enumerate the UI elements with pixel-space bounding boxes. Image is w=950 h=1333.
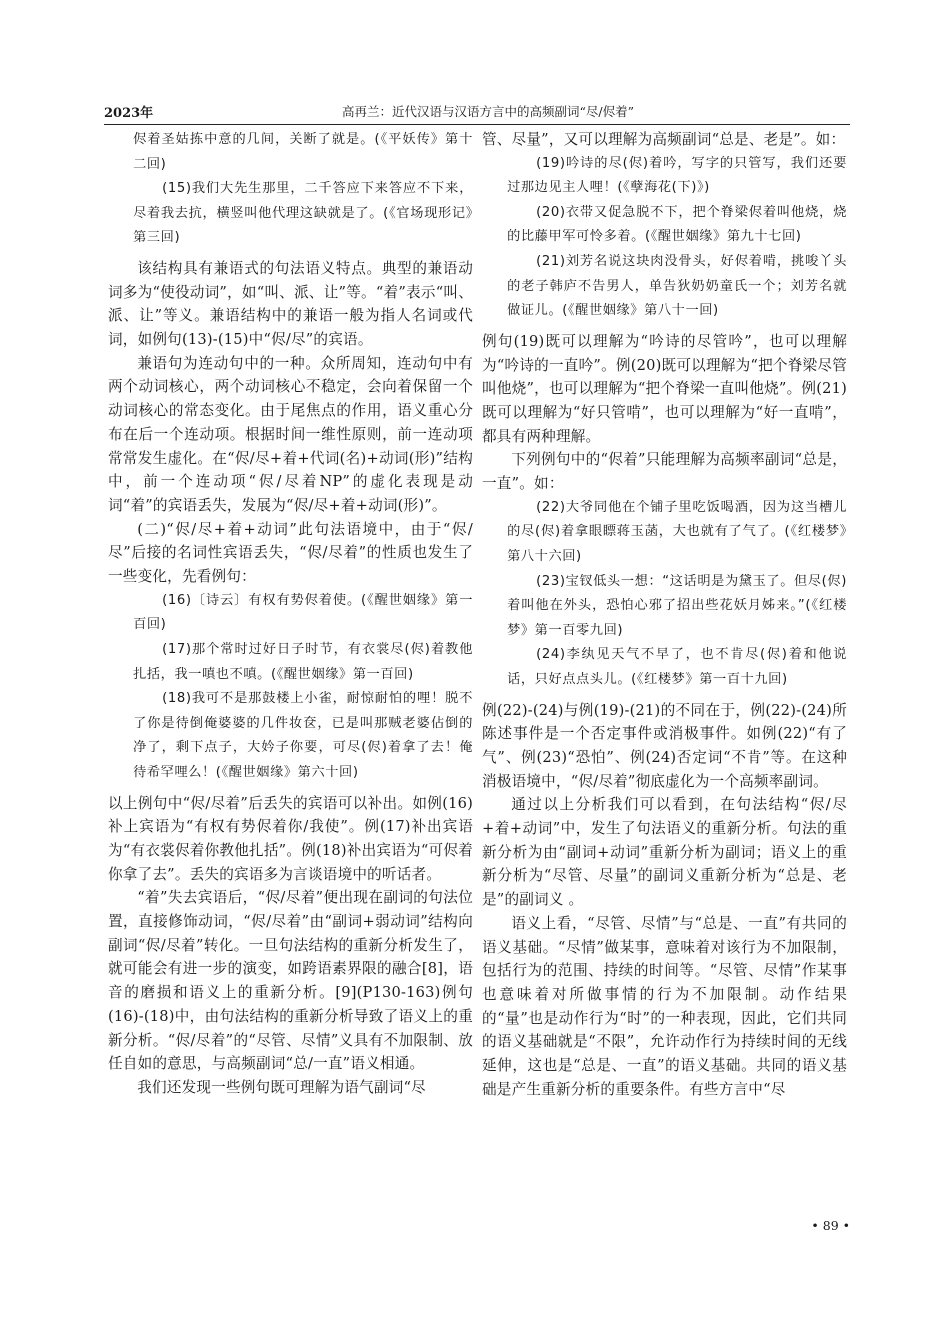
example-sentence: 侭着圣姑拣中意的几间，关断了就是。(《平妖传》第十二回) bbox=[133, 132, 473, 172]
body-paragraph: 该结构具有兼语式的句法语义特点。典型的兼语动词多为“使役动词”，如“叫、派、让”等。“着”表示“叫、派、让”等义。兼语结构中的兼语一般为指人名词或代词，如例句(13)-(15)中“侭/尽”的宾语。 bbox=[108, 259, 473, 349]
left-column bbox=[108, 128, 473, 1218]
example-sentence: (20)衣带又促急脱不下，把个脊梁侭着叫他烧，烧的比藤甲军可怜多着。(《醒世姻缘》第九十七回) bbox=[507, 204, 847, 245]
body-paragraph: 通过以上分析我们可以看到，在句法结构“侭/尽+着+动词”中，发生了句法语义的重新分析。句法的重新分析为由“副词+动词”重新分析为副词；语义上的重新分析为“尽管、尽量”的副词义重新分析为“总是、老是”的副词义 。 bbox=[482, 796, 847, 909]
body-paragraph: “着”失去宾语后，“侭/尽着”便出现在副词的句法位置，直接修饰动词，“侭/尽着”由“副词+弱动词”结构向副词“侭/尽着”转化。一旦句法结构的重新分析发生了，就可能会有进一步的演变，如跨语素界限的融合[8]，语音的磨损和语义上的重新分析。[9](P130-163)例句(16)-(18)中，由句法结构的重新分析导致了语义上的重新分析。“侭/尽着”的“尽管、尽情”义具有不加限制、放任自如的意思，与高频副词“总/一直”语义相通。 bbox=[108, 889, 473, 1073]
right-column bbox=[482, 128, 847, 1218]
example-sentence: (23)宝钗低头一想：“这话明是为黛玉了。但尽(侭)着叫他在外头，恐怕心邪了招出些花妖月姊来。”(《红楼梦》第一百零九回) bbox=[507, 573, 847, 638]
body-paragraph: 下列例句中的“侭着”只能理解为高频率副词“总是，一直”。如： bbox=[482, 451, 847, 493]
body-paragraph: 以上例句中“侭/尽着”后丢失的宾语可以补出。如例(16)补上宾语为“有权有势侭着你/我使”。例(17)补出宾语为“有衣裳侭着你教他扎括”。例(18)补出宾语为“可侭着你拿了去”。丢失的宾语多为言谈语境中的听话者。 bbox=[108, 794, 473, 883]
body-paragraph: 管、尽量”，又可以理解为高频副词“总是、老是”。如： bbox=[482, 131, 846, 148]
header-rule bbox=[104, 124, 850, 125]
example-sentence: (18)我可不是那鼓楼上小雀，耐惊耐怕的哩！脱不了你是待倒俺婆婆的几件妆奁，已是叫那贼老婆佔倒的净了，剩下点子，大妗子你要，可尽(侭)着拿了去！俺待希罕哩么！(《醒世姻缘》第六十回) bbox=[133, 691, 473, 780]
page-number: • 89 • bbox=[811, 1218, 850, 1233]
example-sentence: (17)那个常时过好日子时节，有衣裳尽(侭)着教他扎括，我一嗔也不嗔。(《醒世姻缘》第一百回) bbox=[133, 642, 473, 682]
body-paragraph: 兼语句为连动句中的一种。众所周知，连动句中有两个动词核心，两个动词核心不稳定，会向着保留一个动词核心的常态变化。由于尾焦点的作用，语义重心分布在后一个连动项。根据时间一维性原则，前一连动项常常发生虚化。在“侭/尽+着+代词(名)+动词(形)”结构中，前一个连动项“侭/尽着NP”的虚化表现是动词“着”的宾语丢失，发展为“侭/尽+着+动词(形)”。 bbox=[108, 354, 473, 514]
example-sentence: (24)李纨见天气不早了，也不肯尽(侭)着和他说话，只好点点头儿。(《红楼梦》第一百十九回) bbox=[507, 647, 847, 687]
example-sentence: (21)刘芳名说这块肉没骨头，好侭着啃，挑唆丫头的老子韩庐不告男人，单告狄奶奶童氏一个；刘芳名就做证儿。(《醒世姻缘》第八十一回) bbox=[507, 254, 847, 319]
body-paragraph: 语义上看，“尽管、尽情”与“总是、一直”有共同的语义基础。“尽情”做某事，意味着对该行为不加限制，包括行为的范围、持续的时间等。“尽管、尽情”作某事也意味着对所做事情的行为不加限制。动作结果的“量”也是动作行为“时”的一种表现，因此，它们共同的语义基础就是“不限”，允许动作行为持续时间的无线延伸，这也是“总是、一直”的语义基础。共同的语义基础是产生重新分析的重要条件。有些方言中“尽 bbox=[482, 914, 847, 1098]
body-paragraph: (二)“侭/尽+着+动词”此句法语境中，由于“侭/尽”后接的名词性宾语丢失，“侭/尽着”的性质也发生了一些变化，先看例句： bbox=[108, 520, 473, 586]
running-header bbox=[104, 98, 850, 122]
example-sentence: (19)吟诗的尽(侭)着吟，写字的只管写，我们还要过那边见主人哩！(《孽海花(下)》) bbox=[507, 155, 847, 196]
example-sentence: (15)我们大先生那里，二千答应下来答应不下来，尽着我去抗，横竖叫他代理这缺就是了。(《官场现形记》第三回) bbox=[133, 181, 473, 246]
body-paragraph: 例(22)-(24)与例(19)-(21)的不同在于，例(22)-(24)所陈述事件是一个否定事件或消极事件。如例(22)“有了气”、例(23)“恐怕”、例(24)否定词“不肯”等。在这种消极语境中，“侭/尽着”彻底虚化为一个高频率副词。 bbox=[482, 701, 847, 790]
example-sentence: (16)〔诗云〕有权有势侭着使。(《醒世姻缘》第一百回) bbox=[133, 592, 473, 633]
example-sentence: (22)大爷同他在个铺子里吃饭喝酒，因为这当槽儿的尽(侭)着拿眼瞟蒋玉菡，大也就有了气了。(《红楼梦》第八十六回) bbox=[507, 499, 847, 564]
body-paragraph: 我们还发现一些例句既可理解为语气副词“尽 bbox=[137, 1079, 426, 1096]
body-paragraph: 例句(19)既可以理解为“吟诗的尽管吟”，也可以理解为“吟诗的一直吟”。例(20)既可以理解为“把个脊梁尽管叫他烧”，也可以理解为“把个脊梁一直叫他烧”。例(21)既可以理解为“好只管啃”，也可以理解为“好一直啃”，都具有两种理解。 bbox=[482, 332, 847, 445]
running-title: 高再兰：近代汉语与汉语方言中的高频副词“尽/侭着” bbox=[342, 104, 634, 119]
journal-year: 2023年 bbox=[104, 106, 154, 121]
